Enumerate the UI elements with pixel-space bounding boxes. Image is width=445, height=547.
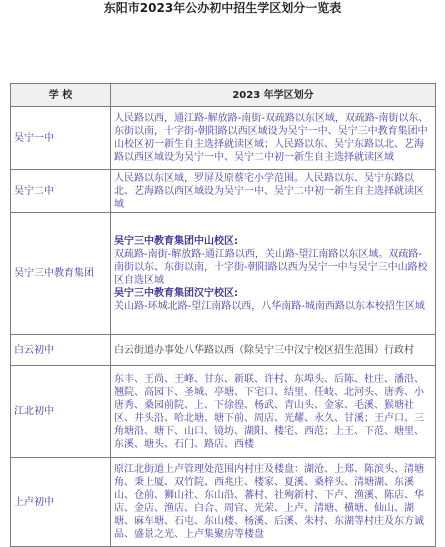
school-name: 白云初中	[11, 335, 111, 366]
table-row	[11, 107, 436, 170]
district-text: 白云街道办事处八华路以西（除吴宁三中汉宁校区招生范围）行政村	[111, 335, 436, 366]
district-cell	[111, 213, 436, 335]
page-title: 东阳市2023年公办初中招生学区划分一览表	[103, 1, 342, 15]
school-name: 吴宁一中	[11, 107, 111, 170]
district-text: 人民路以西，通江路-解放路-南街-双疏路以东区域，双疏路-南街以东、东街以南，十字街-朝阳路以西区域设为吴宁一中、吴宁三中教育集团中山校区初一新生自主选择就读区域；人民路以东、吴宁东路以北、艺海路以西区域设为吴宁一中、吴宁二中初一新生自主选择就读区域	[111, 107, 436, 170]
table-row	[11, 458, 436, 547]
district-text: 东丰、王尚、王峰、甘东、新联、许村、东埠头、后陈、杜庄、潘沿、翘院、高园下、圣城、亭塘、下宅口、结里、任岐、北河头、唐秀、小唐秀、桑园前院、上、下徐徨、杨武、青山头、金家、毛溪、猴塘社区、井头沿、哈北塘、塘下前、周店、光耀、永久、甘溪；王卢口、三角塘沿、塘下、山口、镜坊、湖阳、楼宅、西范；上王、下范、塘里、东溪、塘头、石门、路店、西楼	[111, 366, 436, 458]
campus-heading: 吴宁三中教育集团中山校区:	[114, 235, 238, 247]
district-text: 关山路-环城北路-望江南路以西，八华南路-城南西路以东本校招生区域	[114, 300, 425, 312]
district-text: 双疏路-南街-解放路-通江路以西，关山路-望江南路以东区域。双疏路-南街以东、东街以南，十字街-朝阳路以西为吴宁一中与吴宁三中山路校区自选区域	[114, 248, 428, 286]
school-name: 吴宁三中教育集团	[11, 213, 111, 335]
table-header-row	[11, 84, 436, 107]
school-name: 吴宁二中	[11, 170, 111, 213]
campus-heading: 吴宁三中教育集团汉宁校区:	[114, 287, 238, 299]
header-school: 学 校	[11, 84, 111, 107]
district-text: 原江北街道上卢管理处范围内村庄及楼盘：湖沧、上郑、陈滨头、清塘角、秉上厦、双竹院、西兆庄、楼家、夏溪、桑梓头、清塘湖、东溪山、仓前、狮山社、东山沿、蕃村、社殉新村、下卢、渔溪、陈店、华店、金店、渔店、白合、周官、光荣、上卢、清塘、横塘、仙山、湖塘、麻车塘、石屯、东山楼、杨溪、后溪、朱村、东湖等村庄及东方诚品、盛景之光、上卢集聚房等楼盘	[111, 458, 436, 547]
table-row	[11, 335, 436, 366]
school-name: 上卢初中	[11, 458, 111, 547]
school-name: 江北初中	[11, 366, 111, 458]
table-row	[11, 213, 436, 335]
header-district: 2023 年学区划分	[111, 84, 436, 107]
district-table	[10, 83, 436, 547]
table-row	[11, 366, 436, 458]
table-row	[11, 170, 436, 213]
top-blank-strip	[0, 22, 445, 62]
district-text: 人民路以东区域，罗屏及原蔡宅小学范围。人民路以东、吴宁东路以北、艺海路以西区域设为吴宁一中、吴宁二中初一新生自主选择就读区域	[111, 170, 436, 213]
